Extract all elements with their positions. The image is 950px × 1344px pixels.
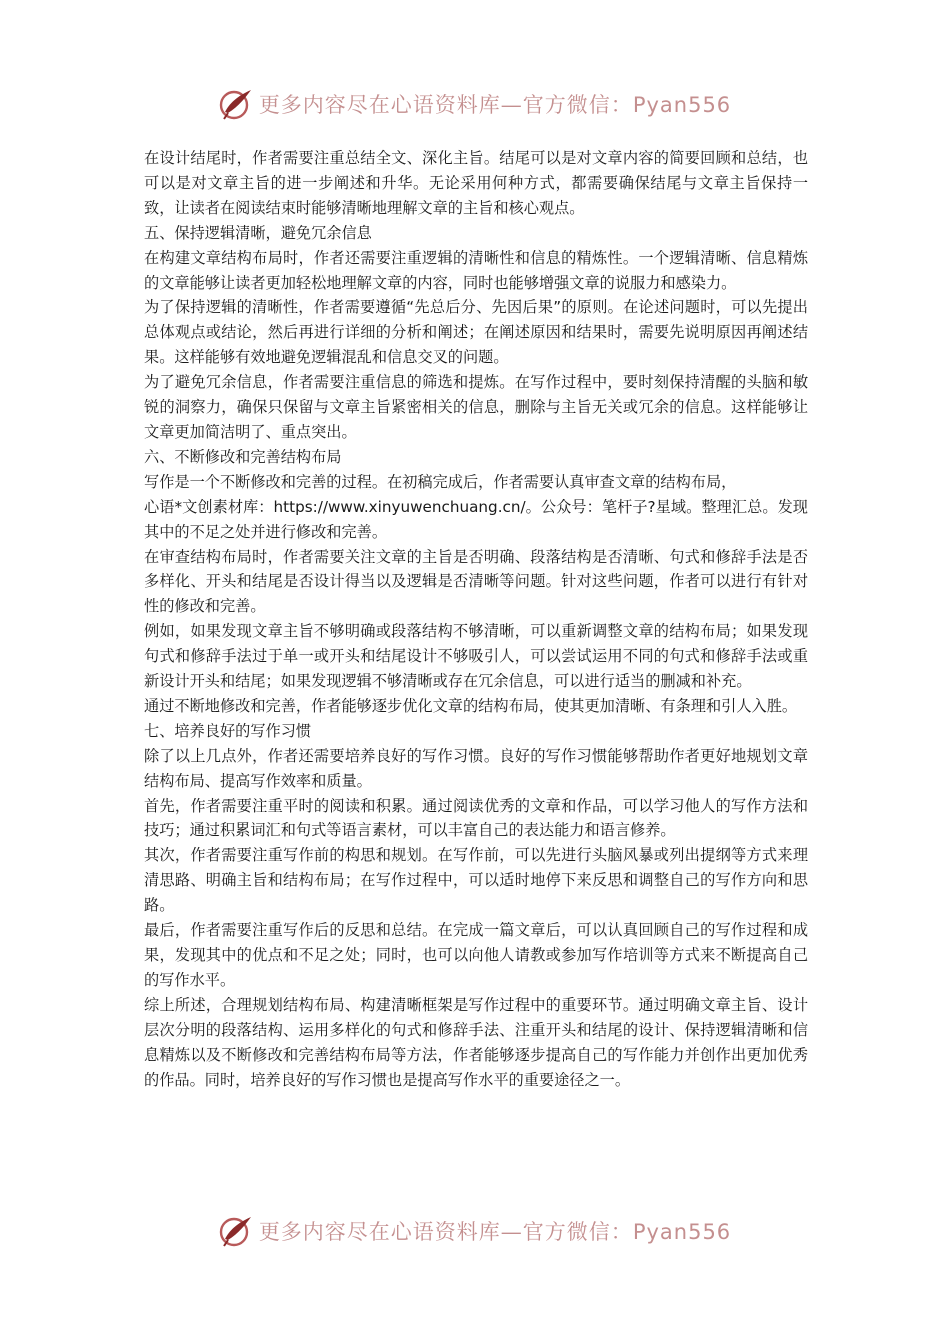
header-banner bbox=[0, 84, 950, 124]
paragraph: 在审查结构布局时，作者需要关注文章的主旨是否明确、段落结构是否清晰、句式和修辞手法是否多样化、开头和结尾是否设计得当以及逻辑是否清晰等问题。针对这些问题，作者可以进行有针对性的修改和完善。 bbox=[144, 547, 808, 616]
paragraph: 在构建文章结构布局时，作者还需要注重逻辑的清晰性和信息的精炼性。一个逻辑清晰、信息精炼的文章能够让读者更加轻松地理解文章的内容，同时也能够增强文章的说服力和感染力。 bbox=[144, 248, 808, 292]
wechat-id: Pyan556 bbox=[632, 93, 732, 117]
paragraph: 综上所述，合理规划结构布局、构建清晰框架是写作过程中的重要环节。通过明确文章主旨、设计层次分明的段落结构、运用多样化的句式和修辞手法、注重开头和结尾的设计、保持逻辑清晰和信息精炼以及不断修改和完善结构布局等方法，作者能够逐步提高自己的写作能力并创作出更加优秀的作品。同时，培养良好的写作习惯也是提高写作水平的重要途径之一。 bbox=[144, 995, 808, 1089]
paragraph: 其次，作者需要注重写作前的构思和规划。在写作前，可以先进行头脑风暴或列出提纲等方式来理清思路、明确主旨和结构布局；在写作过程中，可以适时地停下来反思和调整自己的写作方向和思路。 bbox=[144, 846, 808, 915]
paragraph: 首先，作者需要注重平时的阅读和积累。通过阅读优秀的文章和作品，可以学习他人的写作方法和技巧；通过积累词汇和句式等语言素材，可以丰富自己的表达能力和语言修养。 bbox=[144, 796, 808, 840]
footer-banner bbox=[0, 1211, 950, 1251]
paragraph: 为了保持逻辑的清晰性，作者需要遵循“先总后分、先因后果”的原则。在论述问题时，可以先提出总体观点或结论，然后再进行详细的分析和阐述；在阐述原因和结果时，需要先说明原因再阐述结果。这样能够有效地避免逻辑混乱和信息交叉的问题。 bbox=[144, 298, 808, 367]
document-body bbox=[144, 146, 808, 1092]
wechat-id: Pyan556 bbox=[632, 1220, 732, 1244]
quill-logo-icon bbox=[219, 86, 255, 122]
section-heading: 六、不断修改和完善结构布局 bbox=[144, 447, 342, 466]
banner-text: 更多内容尽在心语资料库—官方微信：Pyan556 bbox=[258, 93, 732, 117]
paragraph: 在设计结尾时，作者需要注重总结全文、深化主旨。结尾可以是对文章内容的简要回顾和总结，也可以是对文章主旨的进一步阐述和升华。无论采用何种方式，都需要确保结尾与文章主旨保持一致，让读者在阅读结束时能够清晰地理解文章的主旨和核心观点。 bbox=[144, 149, 808, 217]
source-note-paragraph: 心语*文创素材库：https://www.xinyuwenchuang.cn/。公众号：笔杆子?星域。整理汇总。发现其中的不足之处并进行修改和完善。 bbox=[144, 497, 808, 541]
paragraph: 为了避免冗余信息，作者需要注重信息的筛选和提炼。在写作过程中，要时刻保持清醒的头脑和敏锐的洞察力，确保只保留与文章主旨紧密相关的信息，删除与主旨无关或冗余的信息。这样能够让文章更加简洁明了、重点突出。 bbox=[144, 373, 808, 441]
banner-text: 更多内容尽在心语资料库—官方微信：Pyan556 bbox=[258, 1220, 732, 1244]
paragraph: 写作是一个不断修改和完善的过程。在初稿完成后，作者需要认真审查文章的结构布局， bbox=[144, 472, 737, 491]
paragraph: 除了以上几点外，作者还需要培养良好的写作习惯。良好的写作习惯能够帮助作者更好地规划文章结构布局、提高写作效率和质量。 bbox=[144, 746, 808, 790]
paragraph: 例如，如果发现文章主旨不够明确或段落结构不够清晰，可以重新调整文章的结构布局；如果发现句式和修辞手法过于单一或开头和结尾设计不够吸引人，可以尝试运用不同的句式和修辞手法或重新设计开头和结尾；如果发现逻辑不够清晰或存在冗余信息，可以进行适当的删减和补充。 bbox=[144, 622, 808, 691]
paragraph: 最后，作者需要注重写作后的反思和总结。在完成一篇文章后，可以认真回顾自己的写作过程和成果，发现其中的优点和不足之处；同时，也可以向他人请教或参加写作培训等方式来不断提高自己的写作水平。 bbox=[144, 921, 808, 989]
quill-logo-icon bbox=[219, 1213, 255, 1249]
section-heading: 七、培养良好的写作习惯 bbox=[144, 721, 312, 740]
section-heading: 五、保持逻辑清晰，避免冗余信息 bbox=[144, 223, 372, 242]
paragraph: 通过不断地修改和完善，作者能够逐步优化文章的结构布局，使其更加清晰、有条理和引人入胜。 bbox=[144, 696, 798, 715]
